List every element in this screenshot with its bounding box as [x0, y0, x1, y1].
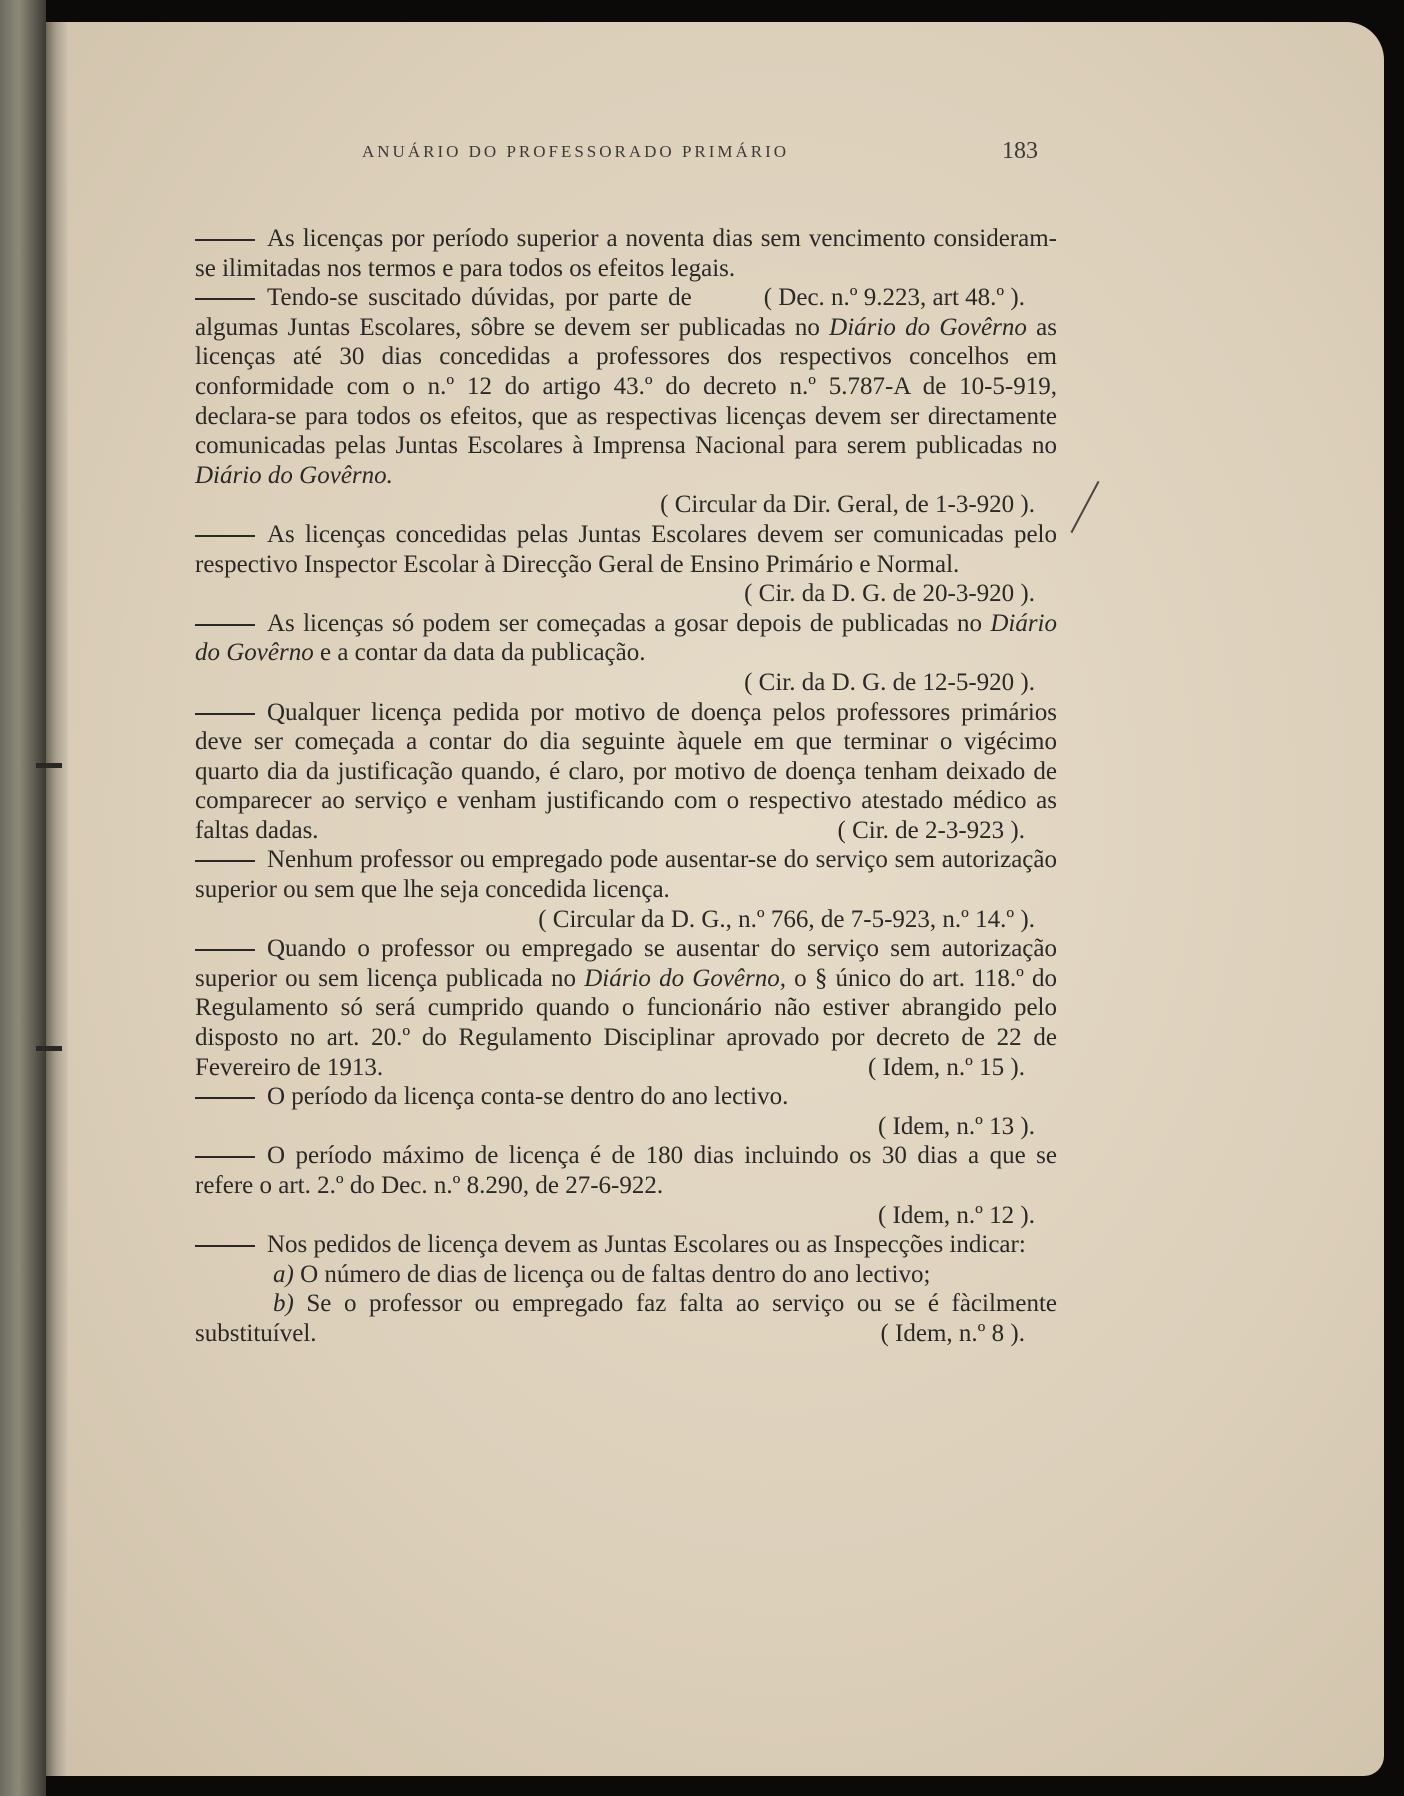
citation: ( Idem, n.º 13 ).	[877, 1112, 1035, 1140]
binding-shadow	[46, 22, 68, 1776]
paragraph	[195, 1141, 1057, 1200]
paragraph-text: O período da licença conta-se dentro do ano lectivo.	[267, 1083, 789, 1111]
paragraph	[195, 1082, 1057, 1112]
list-item-text: O número de dias de licença ou de faltas dentro do ano lectivo;	[300, 1260, 931, 1288]
list-item	[195, 1260, 1057, 1290]
paragraph-text: Quando o professor ou empregado se ausentar do serviço sem autorização superior ou sem licença publicada no	[195, 935, 1057, 992]
paragraph-text: As licenças por período superior a noventa dias sem vencimento consideram-se ilimitadas nos termos e para todos os efeitos legais.	[195, 225, 1057, 282]
paragraph-text: O período máximo de licença é de 180 dias incluindo os 30 dias a que se refere o art. 2.º do Dec. n.º 8.290, de 27-6-922.	[195, 1142, 1057, 1199]
book-spine-edge	[0, 0, 46, 1796]
citation: ( Idem, n.º 8 ).	[880, 1319, 1025, 1347]
list-item-label: a)	[273, 1260, 294, 1288]
italic-title: Diário do Govêrno	[829, 313, 1027, 341]
paragraph	[195, 609, 1057, 668]
em-dash-rule	[195, 860, 255, 862]
paragraph	[195, 520, 1057, 579]
citation: ( Cir. da D. G. de 20-3-920 ).	[744, 580, 1035, 608]
paragraph	[195, 1230, 1057, 1260]
em-dash-rule	[195, 1156, 255, 1158]
em-dash-rule	[195, 624, 255, 626]
em-dash-rule	[195, 1097, 255, 1099]
citation: ( Cir. da D. G. de 12-5-920 ).	[744, 668, 1035, 696]
em-dash-rule	[195, 535, 255, 537]
paragraph-text: Nenhum professor ou empregado pode ausentar-se do serviço sem autorização superior ou sem que lhe seja concedida licença.	[195, 846, 1057, 904]
italic-title: Diário do Govêrno,	[584, 964, 786, 992]
citation: ( Cir. de 2-3-923 ).	[837, 816, 1025, 844]
paragraph-text: As licenças concedidas pelas Juntas Escolares devem ser comunicadas pelo respectivo Inspector Escolar à Direcção Geral de Ensino Primário e Normal.	[195, 520, 1057, 578]
em-dash-rule	[195, 713, 255, 715]
citation: ( Idem, n.º 12 ).	[877, 1201, 1035, 1229]
em-dash-rule	[195, 298, 255, 300]
list-item-text: Se o professor ou empregado faz falta ao serviço ou se é fàcilmente substituível.	[195, 1290, 1057, 1347]
paragraph-text: as licenças até 30 dias concedidas a professores dos respectivos concelhos em conformidade com o n.º 12 do artigo 43.º do decreto n.º 5.787-A de 10-5-919, declara-se para todos os efeitos, que as respectivas licenças devem ser directamente comunicadas pelas Juntas Escolares à Imprensa Nacional para serem publicadas no	[195, 313, 1057, 460]
italic-title: Diário do Govêrno.	[195, 461, 393, 489]
paragraph-text: e a contar da data da publicação.	[313, 639, 646, 667]
edge-tab-mark	[36, 763, 62, 768]
citation: ( Circular da Dir. Geral, de 1-3-920 ).	[660, 491, 1035, 519]
paragraph	[195, 698, 1057, 846]
citation: ( Circular da D. G., n.º 766, de 7-5-923, n.º 14.º ).	[538, 905, 1035, 933]
paragraph	[195, 845, 1057, 904]
em-dash-rule	[195, 949, 255, 951]
paragraph-text: As licenças só podem ser começadas a gosar depois de publicadas no	[267, 609, 991, 637]
paragraph-text: o § único do art. 118.º do Regulamento só será cumprido quando o funcionário não estiver abrangido pelo disposto no art. 20.º do Regulamento Disciplinar aprovado por decreto de 22 de Fevereiro de 1913.	[195, 964, 1057, 1081]
list-item	[195, 1289, 1057, 1348]
em-dash-rule	[195, 239, 255, 241]
running-title: ANUÁRIO DO PROFESSORADO PRIMÁRIO	[362, 142, 790, 161]
em-dash-rule	[195, 1245, 255, 1247]
paragraph	[195, 934, 1057, 1082]
list-item-label: b)	[273, 1290, 294, 1318]
paragraph-text: Tendo-se suscitado dúvidas, por parte de algumas Juntas Escolares, sôbre se devem ser publicadas no	[195, 284, 830, 341]
page-number: 183	[1002, 138, 1038, 164]
paragraph-text: Qualquer licença pedida por motivo de doença pelos professores primários deve ser começada a contar do dia seguinte àquele em que terminar o vigécimo quarto dia da justificação quando, é claro, por motivo de doença tenham deixado de comparecer ao serviço e venham justificando com o respectivo atestado médico as faltas dadas.	[195, 698, 1057, 844]
body-text	[195, 224, 1057, 1349]
citation: ( Dec. n.º 9.223, art 48.º ).	[763, 284, 1025, 312]
paragraph	[195, 224, 1057, 312]
italic-title: Diário do Govêrno	[195, 609, 1057, 667]
paragraph	[195, 283, 1057, 490]
citation: ( Idem, n.º 15 ).	[867, 1053, 1025, 1081]
edge-tab-mark	[36, 1046, 62, 1051]
paragraph-text: Nos pedidos de licença devem as Juntas Escolares ou as Inspecções indicar:	[267, 1231, 1026, 1259]
